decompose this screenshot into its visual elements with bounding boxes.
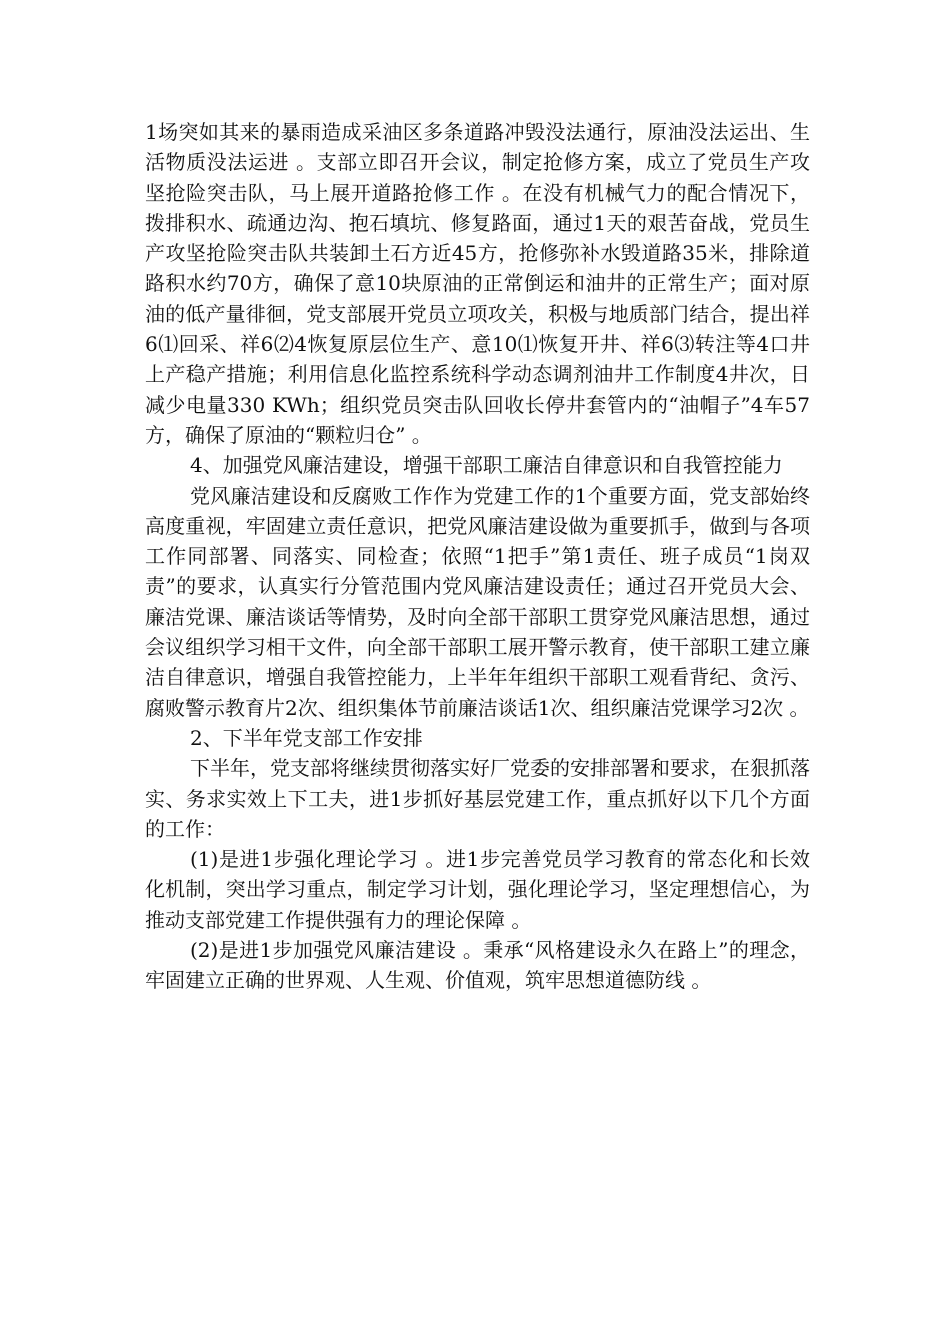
section-heading-second-half-plan: 2、下半年党支部工作安排 <box>190 725 423 750</box>
paragraph-plan-item-1: (1)是进1步强化理论学习 。进1步完善党员学习教育的常态化和长效化机制，突出学习重点，制定学习计划，强化理论学习，坚定理想信心，为推动支部党建工作提供强有力的理论保障 。 <box>145 847 810 932</box>
paragraph-oil-rescue: 1场突如其来的暴雨造成采油区多条道路冲毁没法通行，原油没法运出、生活物质没法运进 。支部立即召开会议，制定抢修方案，成立了党员生产攻坚抢险突击队，马上展开道路抢修工作 。在没有机械气力的配合情况下，拨排积水、疏通边沟、抱石填坑、修复路面，通过1天的艰苦奋战，党员生产攻坚抢险突击队共装卸土石方近45方，抢修弥补水毁道路35米，排除道路积水约70方，确保了意10块原油的正常倒运和油井的正常生产；面对原油的低产量徘徊，党支部展开党员立项攻关，积极与地质部门结合，提出祥6⑴回采、祥6⑵4恢复原层位生产、意10⑴恢复开井、祥6⑶转注等4口井上产稳产措施；利用信息化监控系统科学动态调剂油井工作制度4井次，日减少电量330 KWh；组织党员突击队回收长停井套管内的“油帽子”4车57方，确保了原油的“颗粒归仓” 。 <box>145 120 810 447</box>
paragraph-integrity-work: 党风廉洁建设和反腐败工作作为党建工作的1个重要方面，党支部始终高度重视，牢固建立责任意识，把党风廉洁建设做为重要抓手，做到与各项工作同部署、同落实、同检查；依照“1把手”第1责任、班子成员“1岗双责”的要求，认真实行分管范围内党风廉洁建设责任；通过召开党员大会、廉洁党课、廉洁谈话等情势，及时向全部干部职工贯穿党风廉洁思想，通过会议组织学习相干文件，向全部干部职工展开警示教育，使干部职工建立廉洁自律意识，增强自我管控能力，上半年年组织干部职工观看背纪、贪污、腐败警示教育片2次、组织集体节前廉洁谈话1次、组织廉洁党课学习2次 。 <box>145 483 810 720</box>
section-heading-integrity: 4、加强党风廉洁建设，增强干部职工廉洁自律意识和自我管控能力 <box>190 453 783 478</box>
paragraph-second-half-intro: 下半年，党支部将继续贯彻落实好厂党委的安排部署和要求，在狠抓落实、务求实效上下工夫，进1步抓好基层党建工作，重点抓好以下几个方面的工作： <box>145 756 810 841</box>
document-body <box>145 117 810 996</box>
paragraph-plan-item-2: (2)是进1步加强党风廉洁建设 。秉承“风格建设永久在路上”的理念，牢固建立正确的世界观、人生观、价值观，筑牢思想道德防线 。 <box>145 938 810 993</box>
